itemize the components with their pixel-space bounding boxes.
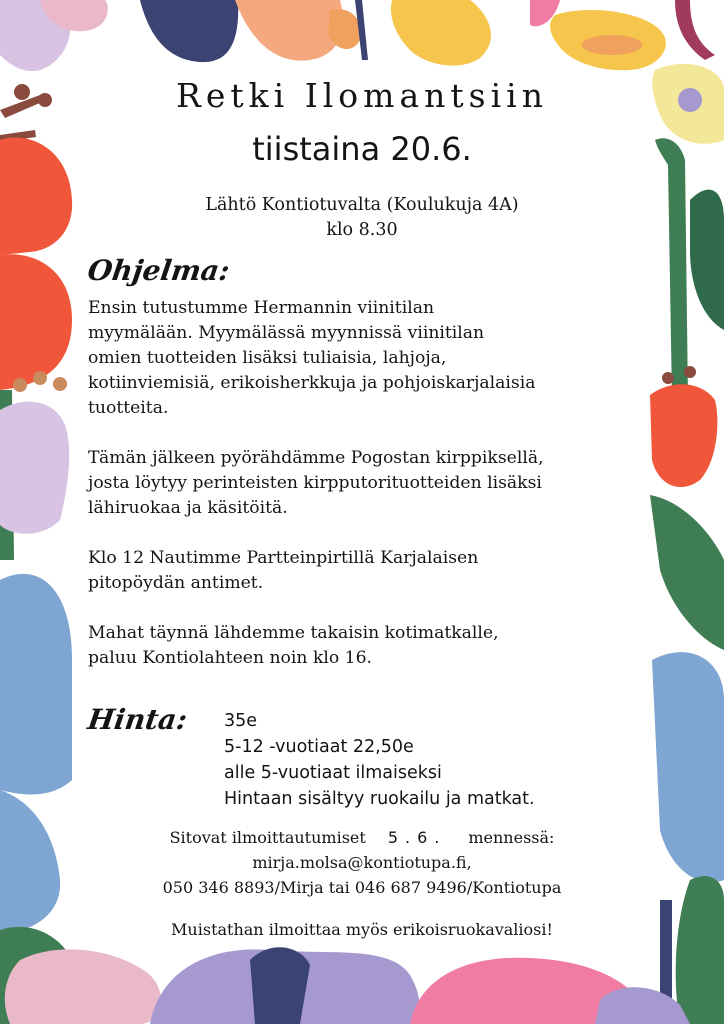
program-paragraph-4 [88, 621, 660, 671]
diet-reminder: Muistathan ilmoittaa myös erikoisruokavaliosi! [171, 920, 553, 939]
departure-place: Lähtö Kontiotuvalta (Koulukuja 4A) [205, 195, 519, 215]
program-line: pitopöydän antimet. [88, 573, 264, 593]
program-line: myymälään. Myymälässä myynnissä viinitilan [88, 323, 485, 343]
program-paragraph-2 [88, 446, 660, 521]
program-text [88, 296, 660, 696]
program-line: Tämän jälkeen pyörähdämme Pogostan kirppiksellä, [88, 448, 544, 468]
program-paragraph-1 [88, 296, 660, 421]
program-line: paluu Kontiolahteen noin klo 16. [88, 648, 372, 668]
registration-deadline: 5.6. [387, 828, 447, 847]
price-includes: Hintaan sisältyy ruokailu ja matkat. [224, 789, 535, 809]
poster-title: Retki Ilomantsiin [176, 76, 548, 115]
price-infant: alle 5-vuotiaat ilmaiseksi [224, 763, 442, 783]
price-child: 5-12 -vuotiaat 22,50e [224, 737, 414, 757]
price-list [224, 708, 535, 812]
contact-phones: 050 346 8893/Mirja tai 046 687 9496/Kontiotupa [162, 878, 562, 897]
program-heading: Ohjelma: [85, 254, 232, 287]
program-paragraph-3 [88, 546, 660, 596]
program-line: Klo 12 Nautimme Partteinpirtillä Karjalaisen [88, 548, 479, 568]
registration-line [0, 825, 724, 850]
departure-info [0, 193, 724, 243]
departure-time: klo 8.30 [326, 220, 398, 240]
registration-info [0, 825, 724, 900]
price-adult: 35e [224, 711, 258, 731]
program-line: lähiruokaa ja käsitöitä. [88, 498, 288, 518]
program-line: omien tuotteiden lisäksi tuliaisia, lahjoja, [88, 348, 447, 368]
registration-prefix: Sitovat ilmoittautumiset [169, 828, 366, 847]
program-line: tuotteita. [88, 398, 169, 418]
program-line: Mahat täynnä lähdemme takaisin kotimatkalle, [88, 623, 499, 643]
registration-suffix: mennessä: [468, 828, 555, 847]
price-heading: Hinta: [85, 703, 190, 736]
contact-email[interactable]: mirja.molsa@kontiotupa.fi, [252, 853, 472, 872]
program-line: josta löytyy perinteisten kirpputorituotteiden lisäksi [88, 473, 542, 493]
trip-date: tiistaina 20.6. [252, 130, 472, 168]
program-line: kotiinviemisiä, erikoisherkkuja ja pohjoiskarjalaisia [88, 373, 536, 393]
program-line: Ensin tutustumme Hermannin viinitilan [88, 298, 435, 318]
